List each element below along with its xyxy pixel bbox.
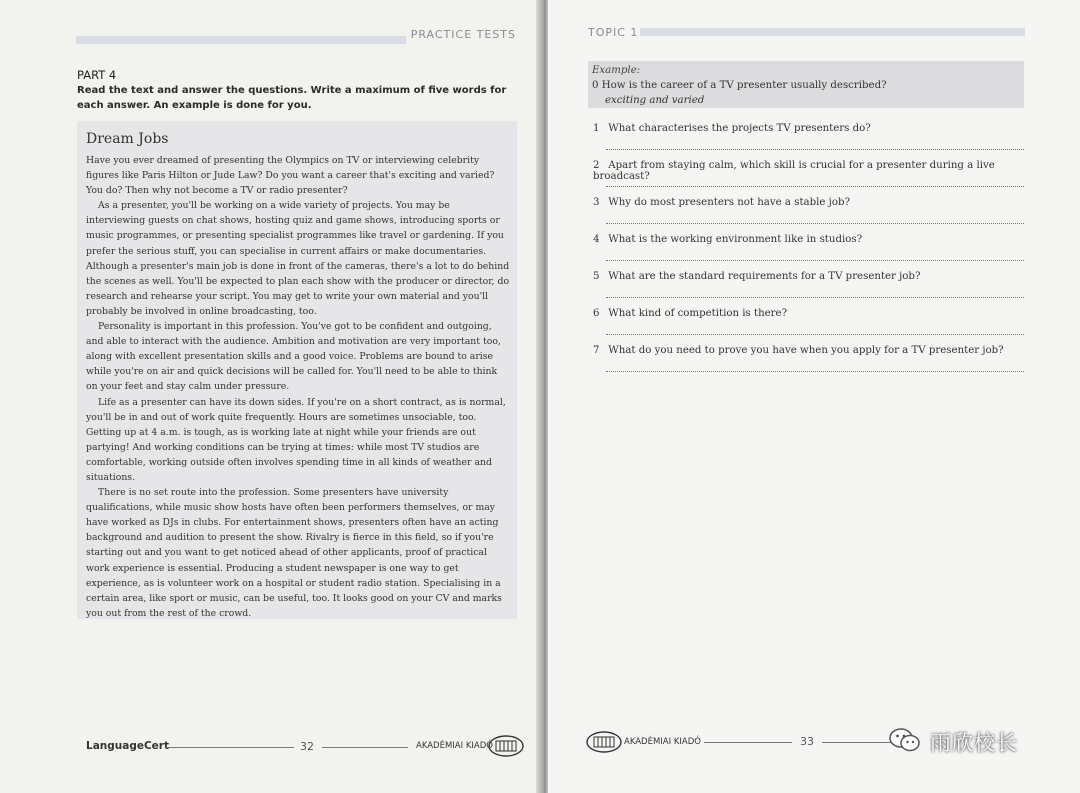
running-header-label: TOPIC 1 — [588, 26, 639, 39]
question-1 — [593, 123, 1023, 134]
page-number: 33 — [800, 735, 814, 748]
question-text: What is the working environment like in studios? — [608, 234, 863, 245]
answer-line-3[interactable] — [606, 223, 1024, 224]
footer-rule — [166, 747, 294, 748]
answer-line-4[interactable] — [606, 260, 1024, 261]
example-question: 0 How is the career of a TV presenter usually described? — [592, 80, 887, 91]
page-number: 32 — [300, 740, 314, 753]
watermark — [888, 724, 1018, 760]
header-bar — [640, 28, 1025, 36]
question-text: Apart from staying calm, which skill is crucial for a presenter during a live broadcast? — [593, 160, 995, 182]
watermark-text: 雨欣校长 — [930, 731, 1018, 755]
running-header-right — [588, 26, 1026, 42]
question-text: What kind of competition is there? — [608, 308, 788, 319]
reading-paragraph: Personality is important in this profession. You've got to be confident and outgoing, and able to interact with the audience. Ambition and motivation are very important too, along with excellent presentation skills and a good voice. Problems are bound to arise while you're on air and quick decisions will be called for. You'll need to be able to think on your feet and stay calm under pressure. — [86, 321, 501, 393]
question-number: 7 — [593, 345, 600, 356]
question-6 — [593, 308, 1023, 319]
answer-line-5[interactable] — [606, 297, 1024, 298]
question-number: 2 — [593, 160, 600, 171]
header-bar — [76, 36, 406, 44]
question-number: 1 — [593, 123, 600, 134]
reading-paragraph: There is no set route into the profession. Some presenters have university qualifications, while music show hosts have often been performers themselves, or may have worked as DJs in clubs. For entertainment shows, presenters often have an acting background and audition to present the show. Rivalry is fierce in this field, so if you're starting out and you want to get noticed ahead of other applicants, proof of practical work experience is essential. Producing a student newspaper is one way to get experience, as is volunteer work on a hospital or student radio station. Specialising in a certain area, like sport or music, can be useful, too. It looks good on your CV and marks you out from the rest of the crowd. — [86, 487, 502, 619]
publisher-logo-icon — [586, 731, 622, 757]
answer-line-6[interactable] — [606, 334, 1024, 335]
example-answer: exciting and varied — [605, 95, 705, 106]
example-label: Example: — [592, 65, 641, 76]
question-text: Why do most presenters not have a stable job? — [608, 197, 850, 208]
footer-brand: LanguageCert — [86, 740, 169, 752]
answer-line-7[interactable] — [606, 371, 1024, 372]
example-box — [588, 61, 1024, 108]
reading-paragraph: Life as a presenter can have its down sides. If you're on a short contract, as is normal, you'll be in and out of work quite frequently. Hours are sometimes unsociable, too. Getting up at 4 a.m. is tough, as is working late at night while your friends are out partying! And working conditions can be trying at times: while most TV studios are comfortable, working outside often involves spending time in all kinds of weather and situations. — [86, 396, 506, 483]
question-number: 6 — [593, 308, 600, 319]
question-text: What do you need to prove you have when you apply for a TV presenter job? — [608, 345, 1004, 356]
right-page — [548, 0, 1080, 793]
publisher-logo-icon — [488, 735, 524, 761]
question-text: What are the standard requirements for a TV presenter job? — [608, 271, 921, 282]
wechat-icon — [888, 726, 922, 758]
reading-body — [86, 153, 510, 621]
footer-rule — [704, 742, 792, 743]
publisher-name: AKADÉMIAI KIADÓ — [416, 741, 493, 751]
question-5 — [593, 271, 1023, 282]
question-text: What characterises the projects TV presenters do? — [608, 123, 871, 134]
reading-paragraph: Have you ever dreamed of presenting the Olympics on TV or interviewing celebrity figures like Paris Hilton or Jude Law? Do you want a career that's exciting and varied? You do? Then why not become a TV or radio presenter? — [86, 155, 495, 197]
part-title: PART 4 — [77, 68, 117, 82]
question-4 — [593, 234, 1023, 245]
question-7 — [593, 345, 1023, 356]
running-header-left — [76, 28, 516, 44]
question-number: 3 — [593, 197, 600, 208]
answer-line-2[interactable] — [606, 186, 1024, 187]
publisher-name: AKADÉMIAI KIADÓ — [624, 737, 701, 747]
running-header-label: PRACTICE TESTS — [410, 28, 516, 41]
footer-rule — [322, 747, 408, 748]
reading-text-box — [77, 121, 517, 619]
question-3 — [593, 197, 1023, 208]
question-2 — [593, 160, 1023, 182]
reading-paragraph: As a presenter, you'll be working on a wide variety of projects. You may be interviewing guests on chat shows, hosting quiz and game shows, introducing sports or music programmes, or presenting specialist programmes like travel or gardening. If you prefer the serious stuff, you can specialise in current affairs or make documentaries. Although a presenter's main job is done in front of the cameras, there's a lot to do behind the scenes as well. You'll be expected to plan each show with the producer or director, do research and rehearse your script. You may get to write your own material and you'll probably be involved in online broadcasting, too. — [86, 200, 510, 317]
footer-left — [86, 736, 526, 758]
question-number: 5 — [593, 271, 600, 282]
instructions: Read the text and answer the questions. Write a maximum of five words for each answer. An example is done for you. — [77, 85, 507, 111]
question-number: 4 — [593, 234, 600, 245]
reading-title: Dream Jobs — [86, 131, 169, 147]
answer-line-1[interactable] — [606, 149, 1024, 150]
